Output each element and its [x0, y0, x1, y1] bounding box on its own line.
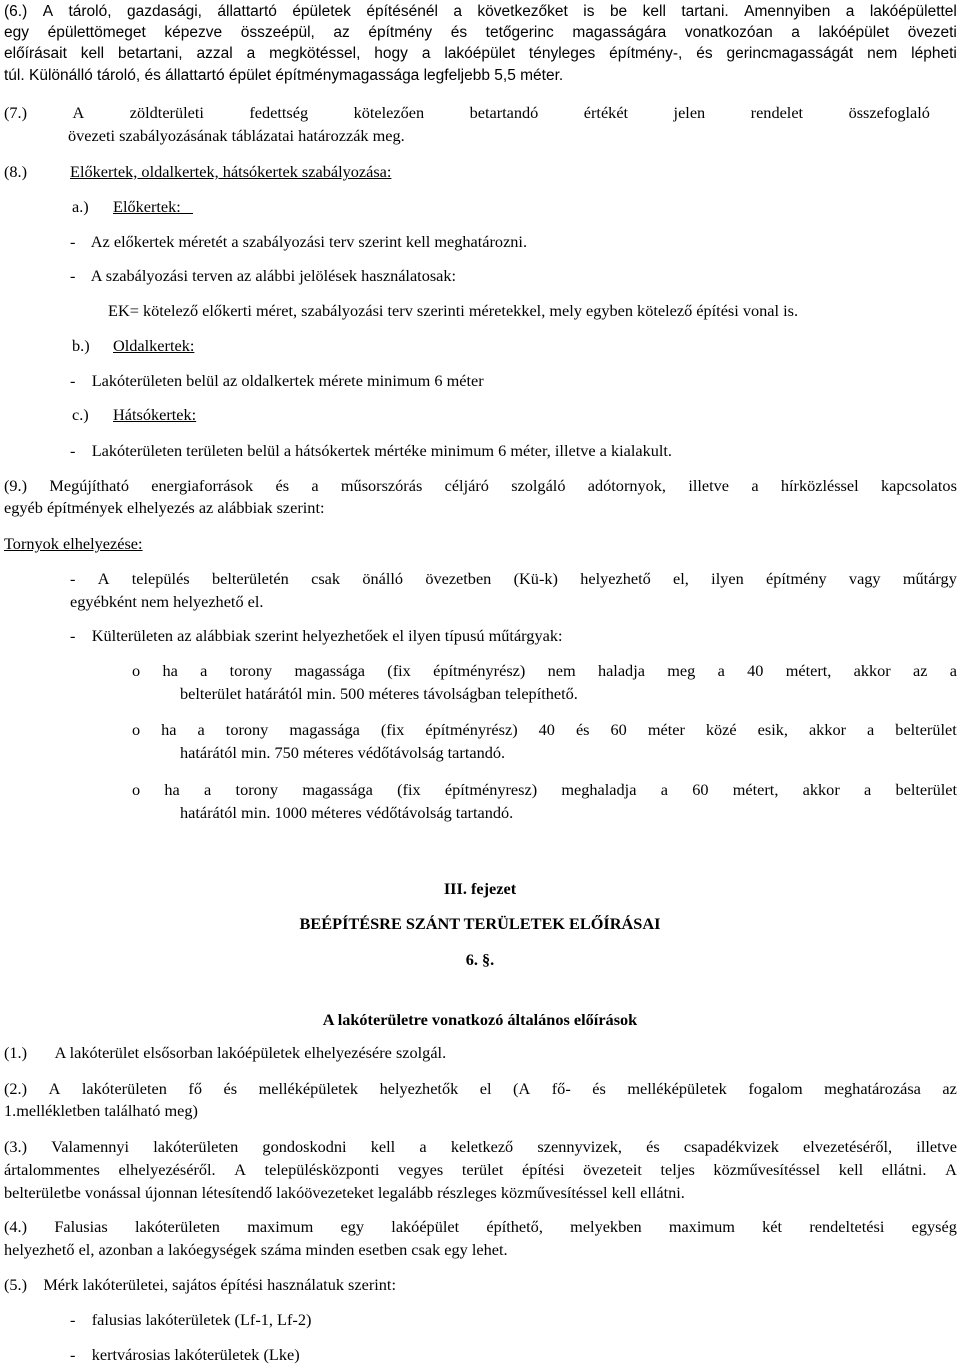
- word: betartani,: [117, 45, 183, 62]
- word: egy: [340, 1217, 365, 1236]
- word: építményrész): [425, 720, 518, 739]
- word: métert,: [785, 661, 832, 680]
- paragraph-6-line-2: [4, 23, 957, 43]
- word: és: [696, 45, 713, 62]
- paragraph-4-line-2: helyezhető el, azonban a lakóegységek száma minden esetben csak egy lehet.: [4, 1240, 508, 1259]
- word: terület: [461, 1160, 504, 1179]
- word: lakóépület: [444, 45, 515, 62]
- word: elhelyezéséről.: [118, 1160, 216, 1179]
- word: övezeti: [907, 24, 957, 41]
- ek-definition: EK= kötelező előkerti méret, szabályozási terv szerinti méretekkel, mely egyben kötelező építési vonal is.: [108, 301, 799, 320]
- word: kell: [838, 1160, 864, 1179]
- word: o: [132, 780, 141, 799]
- word: kell: [642, 3, 666, 20]
- word: lakóépület: [391, 1217, 460, 1236]
- word: gazdasági,: [127, 3, 202, 20]
- word: Falusias: [54, 1217, 108, 1236]
- paragraph-6-line-3: [4, 44, 957, 64]
- paragraph-3-line-2: [4, 1160, 957, 1180]
- towers-heading: Tornyok elhelyezése:: [4, 534, 143, 553]
- word: zöldterületi: [129, 103, 204, 122]
- word: maximum: [668, 1217, 735, 1236]
- word: vagy: [848, 569, 881, 588]
- word: (4.): [4, 1217, 28, 1236]
- word: értékét: [583, 103, 629, 122]
- word: műtárgy: [902, 569, 957, 588]
- word: tároló,: [68, 3, 112, 20]
- word: energiaforrások: [151, 476, 254, 495]
- paragraph-7-line-2: övezeti szabályozásának táblázatai határozzák meg.: [68, 126, 405, 145]
- word: a: [200, 661, 208, 680]
- word: lakóterületen: [153, 1137, 239, 1156]
- word: (6.): [4, 3, 28, 20]
- word: illetve: [688, 476, 730, 495]
- word: épületek: [292, 3, 351, 20]
- word: következőket: [477, 3, 568, 20]
- word: fő-: [551, 1079, 571, 1098]
- word: szolgáló: [511, 476, 566, 495]
- word: (9.): [4, 476, 28, 495]
- word: nem: [867, 45, 898, 62]
- word: hogy: [374, 45, 408, 62]
- paragraph-5-bullet-1: - falusias lakóterületek (Lf-1, Lf-2): [70, 1310, 312, 1329]
- paragraph-4-line-1: [4, 1217, 957, 1237]
- word: belterület: [895, 720, 957, 739]
- word: szennyvizek,: [537, 1137, 622, 1156]
- word: nem: [547, 661, 576, 680]
- word: tényleges: [528, 45, 596, 62]
- word: melléképületek: [627, 1079, 727, 1098]
- word: esik,: [757, 720, 788, 739]
- word: o: [132, 720, 141, 739]
- word: egység: [911, 1217, 957, 1236]
- word: maximum: [247, 1217, 314, 1236]
- word: magassága: [302, 780, 373, 799]
- word: ártalommentes: [4, 1160, 100, 1179]
- word: a: [751, 476, 759, 495]
- word: összeépül,: [240, 24, 315, 41]
- word: el,: [673, 569, 689, 588]
- word: hírközléssel: [780, 476, 859, 495]
- word: gerincmagasságát: [726, 45, 854, 62]
- word: a: [453, 3, 462, 20]
- word: is: [583, 3, 595, 20]
- paragraph-1: (1.) A lakóterület elsősorban lakóépületek elhelyezésére szolgál.: [4, 1043, 447, 1062]
- word: 60: [692, 780, 709, 799]
- word: A: [945, 1160, 957, 1179]
- word: 40: [747, 661, 764, 680]
- word: építmény: [766, 569, 827, 588]
- word: magasságára: [572, 24, 667, 41]
- towers-bullet-1-line-1: [70, 569, 957, 589]
- paragraph-2-line-1: [4, 1079, 957, 1099]
- word: -: [70, 569, 76, 588]
- paragraph-6-line-1: [4, 2, 957, 22]
- word: csak: [311, 569, 341, 588]
- word: ha: [162, 661, 178, 680]
- word: építmény: [368, 24, 433, 41]
- word: kötelezően: [353, 103, 425, 122]
- paragraph-7-line-1: [4, 103, 930, 123]
- word: összefoglaló: [848, 103, 930, 122]
- word: lakóterületen: [81, 1079, 167, 1098]
- item-a-bullet-1: - Az előkertek méretét a szabályozási terv szerint kell meghatározni.: [70, 232, 528, 251]
- word: (Kü-k): [513, 569, 558, 588]
- word: csapadékvizek: [683, 1137, 779, 1156]
- word: az: [333, 24, 350, 41]
- word: ilyen: [711, 569, 744, 588]
- word: a: [246, 45, 256, 62]
- word: műsorszórás: [340, 476, 423, 495]
- word: állattartó: [217, 3, 277, 20]
- item-b-heading: Oldalkertek:: [113, 336, 195, 355]
- word: építmény-,: [609, 45, 683, 62]
- word: a: [845, 3, 855, 20]
- word: adótornyok,: [587, 476, 667, 495]
- word: helyezhetők: [379, 1079, 459, 1098]
- towers-bullet-1-line-2: egyébként nem helyezhető el.: [70, 592, 264, 611]
- item-a-bullet-2: - A szabályozási terven az alábbi jelölések használatosak:: [70, 266, 457, 285]
- word: keletkező: [450, 1137, 514, 1156]
- item-c-bullet-1: - Lakóterületen területen belül a hátsókertek mértéke minimum 6 méter, illetve a kialakult.: [70, 441, 672, 460]
- word: métert,: [732, 780, 779, 799]
- word: a: [864, 780, 872, 799]
- word: haladja: [597, 661, 645, 680]
- word: azzal: [196, 45, 233, 62]
- word: és: [592, 1079, 606, 1098]
- word: illetve: [916, 1137, 957, 1156]
- word: Amennyiben: [744, 3, 831, 20]
- word: a: [311, 476, 319, 495]
- word: önálló: [362, 569, 404, 588]
- word: 60: [610, 720, 627, 739]
- word: magassága: [294, 661, 365, 680]
- item-a-number: a.): [72, 197, 89, 216]
- word: A: [234, 1160, 246, 1179]
- word: torony: [235, 780, 279, 799]
- word: A: [48, 1079, 61, 1098]
- word: (3.): [4, 1137, 28, 1156]
- word: lakóterületen: [134, 1217, 220, 1236]
- word: építésénél: [366, 3, 438, 20]
- word: gondoskodni: [262, 1137, 347, 1156]
- word: elvezetéséről,: [803, 1137, 893, 1156]
- word: építményresz): [444, 780, 538, 799]
- word: a: [419, 1137, 427, 1156]
- paragraph-8-heading: Előkertek, oldalkertek, hátsókertek szabályozása:: [70, 162, 392, 181]
- word: kell: [80, 45, 105, 62]
- word: az: [942, 1079, 957, 1098]
- word: övezeteit: [583, 1160, 642, 1179]
- word: belterület: [895, 780, 957, 799]
- word: méter: [647, 720, 685, 739]
- word: és: [223, 1079, 238, 1098]
- paragraph-8-number: (8.): [4, 162, 28, 181]
- word: a: [717, 661, 725, 680]
- word: vonatkozóan: [684, 24, 773, 41]
- word: torony: [229, 661, 273, 680]
- item-c-heading: Hátsókertek:: [113, 405, 197, 424]
- word: ha: [161, 720, 177, 739]
- word: fedettség: [249, 103, 309, 122]
- word: a: [204, 780, 212, 799]
- word: meghaladja: [561, 780, 637, 799]
- word: melléképületek: [258, 1079, 359, 1098]
- word: két: [762, 1217, 783, 1236]
- word: lakóépülettel: [869, 3, 957, 20]
- word: kapcsolatos: [880, 476, 957, 495]
- word: meg: [667, 661, 696, 680]
- paragraph-6-line-4: túl. Különálló tároló, és állattartó épület építménymagassága legfeljebb 5,5 méter.: [4, 67, 564, 84]
- word: rendelet: [750, 103, 804, 122]
- word: építhető,: [486, 1217, 543, 1236]
- word: közművesítéssel: [713, 1160, 821, 1179]
- word: tetőgerinc: [485, 24, 554, 41]
- word: (fix: [387, 661, 411, 680]
- word: a: [197, 720, 205, 739]
- tower-rule-3-line-1: [132, 780, 957, 800]
- word: lépheti: [911, 45, 957, 62]
- word: a: [791, 24, 800, 41]
- word: képezve: [164, 24, 223, 41]
- word: akkor: [808, 720, 847, 739]
- word: az: [913, 661, 928, 680]
- paragraph-3-line-3: belterületbe vonással újonnan létesítendő lakóövezeteket legalább részleges közművesítéssel kell ellátni.: [4, 1183, 685, 1202]
- word: A: [42, 3, 54, 20]
- word: Megújítható: [49, 476, 129, 495]
- word: 40: [538, 720, 555, 739]
- item-a-heading: Előkertek:: [113, 197, 194, 216]
- word: ellátni.: [881, 1160, 927, 1179]
- tower-rule-2-line-2: határától min. 750 méteres védőtávolság tartandó.: [180, 743, 506, 762]
- word: magassága: [289, 720, 360, 739]
- word: (fix: [380, 720, 405, 739]
- word: o: [132, 661, 141, 680]
- paragraph-9-line-1: [4, 476, 957, 496]
- word: belterületén: [211, 569, 289, 588]
- word: vegyes: [398, 1160, 444, 1179]
- word: tartani.: [681, 3, 729, 20]
- word: és: [275, 476, 290, 495]
- word: övezetben: [425, 569, 492, 588]
- word: előírásait: [4, 45, 67, 62]
- word: melyekben: [570, 1217, 642, 1236]
- word: el: [479, 1079, 492, 1098]
- item-b-number: b.): [72, 336, 90, 355]
- word: fogalom: [748, 1079, 803, 1098]
- paragraph-5-bullet-2: - kertvárosias lakóterületek (Lke): [70, 1345, 300, 1364]
- word: céljáró: [444, 476, 489, 495]
- word: és: [575, 720, 590, 739]
- word: rendeltetési: [809, 1217, 885, 1236]
- tower-rule-1-line-1: [132, 661, 957, 681]
- tower-rule-3-line-2: határától min. 1000 méteres védőtávolság tartandó.: [180, 803, 514, 822]
- word: lakóépület: [818, 24, 890, 41]
- item-b-bullet-1: - Lakóterületen belül az oldalkertek mérete minimum 6 méter: [70, 371, 484, 390]
- word: akkor: [802, 780, 840, 799]
- section-number: 6. §.: [465, 950, 495, 969]
- word: településközponti: [264, 1160, 380, 1179]
- word: település: [131, 569, 190, 588]
- word: akkor: [853, 661, 891, 680]
- word: A: [97, 569, 110, 588]
- word: A: [72, 103, 85, 122]
- word: (A: [513, 1079, 531, 1098]
- word: torony: [225, 720, 269, 739]
- word: épülettömeget: [47, 24, 146, 41]
- word: és: [646, 1137, 660, 1156]
- word: (2.): [4, 1079, 28, 1098]
- word: a: [867, 720, 875, 739]
- word: ha: [164, 780, 180, 799]
- tower-rule-1-line-2: belterület határától min. 500 méteres távolságban telepíthető.: [180, 684, 578, 703]
- word: a: [421, 45, 431, 62]
- section-title: A lakóterületre vonatkozó általános előírások: [322, 1010, 638, 1029]
- word: teljes: [660, 1160, 695, 1179]
- paragraph-5: (5.) Mérk lakóterületei, sajátos építési használatuk szerint:: [4, 1275, 396, 1294]
- word: építési: [522, 1160, 565, 1179]
- word: betartandó: [469, 103, 539, 122]
- paragraph-2-line-2: 1.mellékletben található meg): [4, 1101, 198, 1120]
- word: a: [660, 780, 668, 799]
- word: meghatározása: [824, 1079, 921, 1098]
- word: megkötéssel,: [269, 45, 361, 62]
- item-c-number: c.): [72, 405, 89, 424]
- chapter-number: III. fejezet: [443, 879, 517, 898]
- word: (7.): [4, 103, 28, 122]
- word: és: [450, 24, 468, 41]
- word: Valamennyi: [51, 1137, 130, 1156]
- chapter-title: BEÉPÍTÉSRE SZÁNT TERÜLETEK ELŐÍRÁSAI: [299, 914, 661, 933]
- towers-bullet-2: - Külterületen az alábbiak szerint helyezhetőek el ilyen típusú műtárgyak:: [70, 626, 563, 645]
- word: (fix: [397, 780, 421, 799]
- word: közé: [705, 720, 737, 739]
- word: jelen: [673, 103, 706, 122]
- word: építményrész): [433, 661, 526, 680]
- paragraph-3-line-1: [4, 1137, 957, 1157]
- word: a: [949, 661, 957, 680]
- word: helyezhető: [580, 569, 651, 588]
- word: kell: [370, 1137, 396, 1156]
- word: be: [609, 3, 628, 20]
- tower-rule-2-line-1: [132, 720, 957, 740]
- word: egy: [4, 24, 29, 41]
- paragraph-9-line-2: egyéb építmények elhelyezés az alábbiak szerint:: [4, 498, 325, 517]
- word: fő: [188, 1079, 202, 1098]
